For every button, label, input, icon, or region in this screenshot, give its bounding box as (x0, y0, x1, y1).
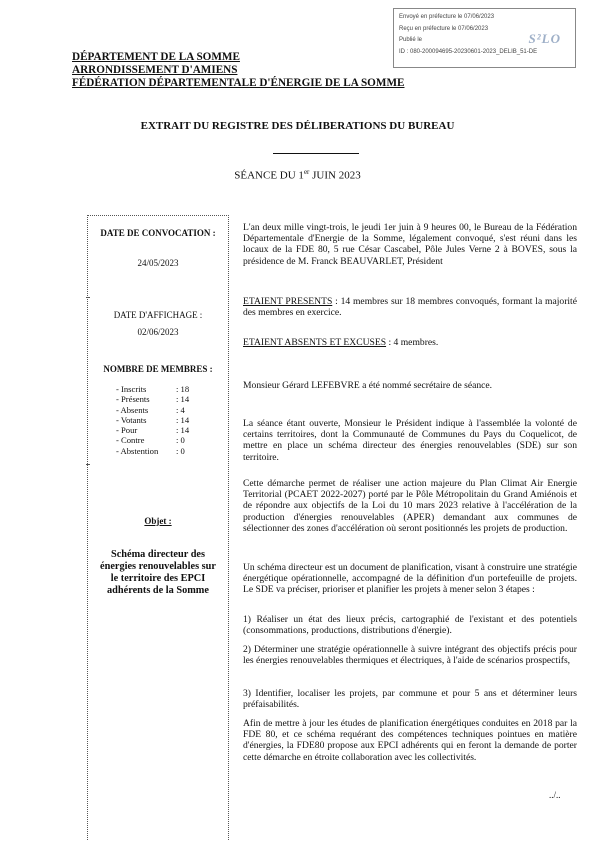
step-2: 2) Déterminer une stratégie opérationnelle à suivre intégrant des objectifs précis pour les énergies renouvelables thermiques et électriques, à l'aide de scénarios prospectifs, (243, 644, 577, 667)
member-label: - Inscrits (116, 384, 147, 394)
header-department: DÉPARTEMENT DE LA SOMME (72, 51, 240, 63)
meeting-info-sidebar (87, 215, 229, 840)
convocation-label: DATE DE CONVOCATION : (100, 228, 216, 238)
document-title: EXTRAIT DU REGISTRE DES DÉLIBERATIONS DU BUREAU (140, 120, 455, 132)
present-label: ETAIENT PRESENTS (243, 296, 333, 307)
member-label: - Contre (116, 435, 145, 446)
member-row-pour (116, 425, 206, 435)
member-value: : 18 (176, 384, 190, 394)
affichage-date: 02/06/2023 (137, 327, 179, 337)
schema-definition-paragraph: Un schéma directeur est un document de planification, visant à construire une stratégie énergétique opérationnelle, accompagné de la définition d'un portefeuille de projets. Le SDE va préciser, prioriser et planifier les projets à mener selon 3 étapes : (243, 562, 577, 596)
present-text: : 14 membres sur 18 membres convoqués, formant la majorité des membres en exercice. (243, 296, 577, 319)
member-row-absents (116, 405, 206, 415)
members-label: NOMBRE DE MEMBRES : (103, 364, 213, 374)
member-value: : 0 (176, 445, 185, 456)
proposal-paragraph: Afin de mettre à jour les études de planification énergétiques conduites en 2018 par la FDE 80, et ce schéma requérant des compétences techniques pointues en matière d'énergies, la FDE80 propose aux EPCI adhérents qui en feront la demande de porter cette démarche en étroite collaboration avec les collectivités. (243, 718, 577, 763)
member-label: - Votants (116, 414, 147, 425)
member-label: - Abstention (116, 445, 159, 456)
member-row-inscrits (116, 384, 206, 394)
header-federation: FÉDÉRATION DÉPARTEMENTALE D'ÉNERGIE DE LA SOMME (72, 77, 405, 89)
present-paragraph (243, 296, 577, 318)
absent-text: : 4 membres. (386, 337, 439, 348)
stamp-received: Reçu en préfecture le 07/06/2023 (399, 25, 489, 32)
prefecture-stamp (393, 8, 576, 68)
header-arrondissement: ARRONDISSEMENT D'AMIENS (72, 64, 238, 76)
member-label: - Absents (116, 404, 149, 415)
member-value: : 14 (176, 414, 190, 425)
object-label: Objet : (144, 516, 172, 526)
s2lo-logo: S²LO (528, 31, 561, 46)
step-1: 1) Réaliser un état des lieux précis, cartographié de l'existant et des potentiels (consommations, productions, distributions d'énergie). (243, 614, 577, 637)
member-label: - Pour (116, 425, 138, 436)
member-value: : 4 (176, 404, 185, 415)
pcaet-paragraph: Cette démarche permet de réaliser une action majeure du Plan Climat Air Energie Territorial (PCAET 2022-2027) porté par le Pôle Métropolitain du Grand Amiénois et de répondre aux objectifs de la Loi du 10 mars 2023 relative à l'accélération de la production d'énergies renouvelables (APER) demandant aux communes de sélectionner des zones d'accélération où seront positionnés les projets de production. (243, 478, 577, 534)
convocation-date: 24/05/2023 (137, 258, 179, 268)
session-prefix: SÉANCE DU 1 (234, 169, 304, 182)
step-3: 3) Identifier, localiser les projets, par commune et pour 5 ans et déterminer leurs préfaisabilités. (243, 688, 577, 711)
stamp-sent: Envoyé en préfecture le 07/06/2023 (399, 14, 495, 20)
absent-label: ETAIENT ABSENTS ET EXCUSES (243, 337, 387, 348)
session-suffix: JUIN 2023 (309, 169, 361, 182)
stamp-published: Publié le (399, 37, 423, 43)
document-header (72, 51, 404, 90)
member-value: : 14 (176, 394, 190, 405)
context-paragraph: La séance étant ouverte, Monsieur le Président indique à l'assemblée la volonté de certains territoires, dont la Communauté de Communes du Pays du Coquelicot, de mettre en place un schéma directeur des énergies renouvelables (SDE) sur son territoire. (243, 418, 577, 463)
member-row-contre (116, 435, 206, 445)
members-list (116, 384, 206, 456)
stamp-id: ID : 080-200094695-20230601-2023_DELIB_51-DE (399, 48, 538, 55)
affichage-label: DATE D'AFFICHAGE : (113, 310, 203, 320)
member-row-presents (116, 394, 206, 404)
secretary-paragraph: Monsieur Gérard LEFEBVRE a été nommé secrétaire de séance. (243, 380, 493, 391)
title-divider (273, 153, 359, 154)
sidebar-tick (86, 464, 90, 465)
continuation-mark: ../.. (549, 790, 561, 800)
sidebar-tick (86, 297, 90, 298)
intro-paragraph: L'an deux mille vingt-trois, le jeudi 1er juin à 9 heures 00, le Bureau de la Fédération Départementale d'Energie de la Somme, légalement convoqué, s'est réuni dans les locaux de la FDE 80, 5 rue César Cascabel, Pôle Jules Verne 2 à BOVES, sous la présidence de M. Franck BEAUVARLET, Président (243, 222, 577, 267)
session-date (0, 168, 595, 182)
member-value: : 14 (176, 425, 190, 436)
member-row-abstention (116, 446, 206, 456)
deliberation-subject: Schéma directeur des énergies renouvelables sur le territoire des EPCI adhérents de la Somme (100, 549, 216, 596)
member-label: - Présents (116, 394, 150, 405)
member-value: : 0 (176, 435, 185, 446)
session-sup: er (303, 168, 310, 176)
member-row-votants (116, 415, 206, 425)
absent-paragraph (243, 337, 577, 348)
